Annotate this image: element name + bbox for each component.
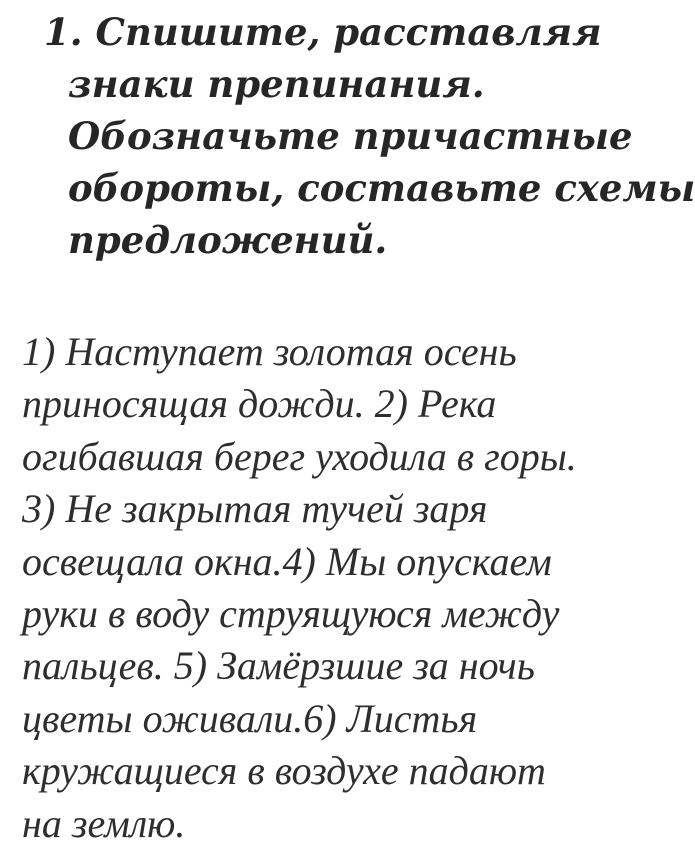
exercise-text [22, 326, 617, 850]
task-line: 1. Спишите, расставляя [44, 10, 602, 54]
text-line: пальцев. 5) Замёрзшие за ночь [22, 643, 535, 689]
text-line: кружащиеся в воздухе падают [22, 748, 546, 794]
text-line: на землю. [22, 800, 186, 846]
task-line: обороты, составьте схемы [68, 166, 695, 210]
text-line: приносящая дожди. 2) Река [22, 381, 497, 427]
task-line: предложений. [68, 218, 388, 262]
text-line: 1) Наступает золотая осень [22, 329, 517, 374]
task-line: Обозначьте причастные [68, 114, 633, 158]
task-heading [44, 6, 695, 266]
text-line: освещала окна.4) Мы опускаем [22, 538, 552, 584]
text-line: руки в воду струящуюся между [22, 591, 560, 637]
text-line: цветы оживали.6) Листья [22, 695, 478, 741]
text-line: 3) Не закрытая тучей заря [22, 486, 488, 532]
text-line: огибавшая берег уходила в горы. [22, 433, 577, 479]
task-line: знаки препинания. [68, 62, 485, 106]
